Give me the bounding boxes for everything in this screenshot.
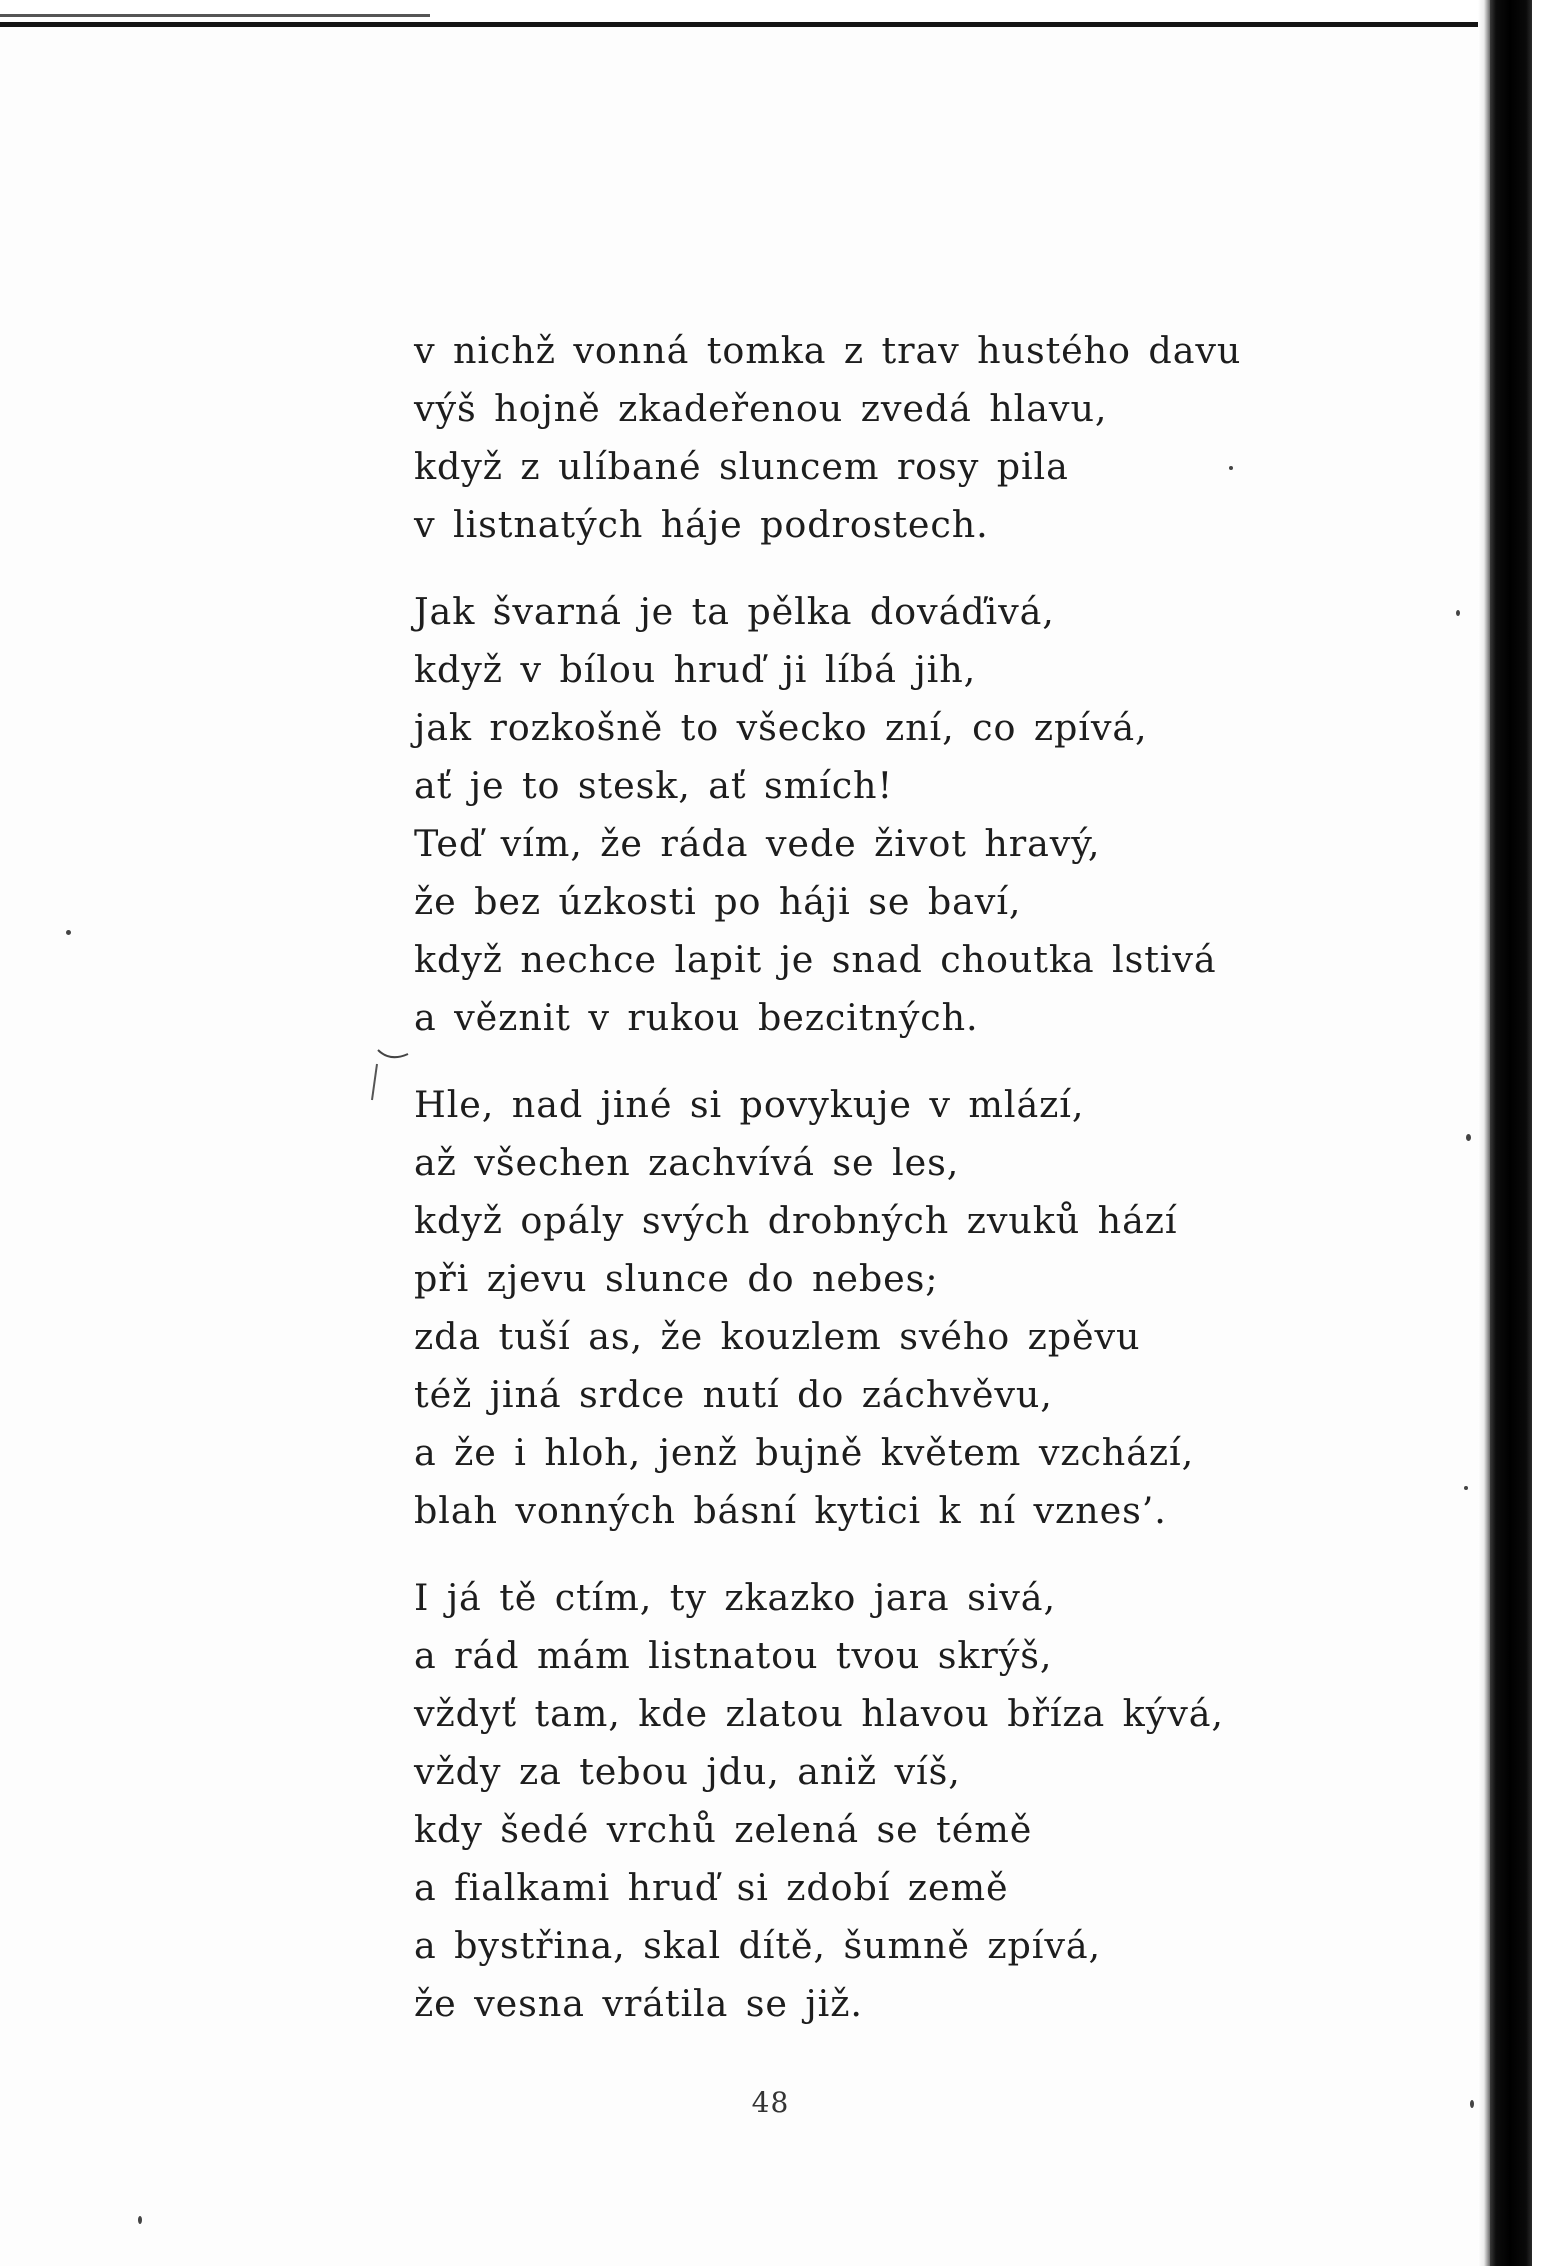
poem-line: kdy šedé vrchů zelená se témě (414, 1808, 1033, 1851)
poem-line: a fialkami hruď si zdobí země (414, 1866, 1009, 1909)
poem-line: a bystřina, skal dítě, šumně zpívá, (414, 1924, 1102, 1967)
poem-line: až všechen zachvívá se les, (414, 1141, 960, 1184)
poem-line: že bez úzkosti po háji se baví, (414, 880, 1022, 923)
poem-line: též jiná srdce nutí do záchvěvu, (414, 1373, 1053, 1416)
poem-line: výš hojně zkadeřenou zvedá hlavu, (414, 387, 1108, 430)
poem-line: I já tě ctím, ty zkazko jara sivá, (414, 1576, 1056, 1619)
poem-line: že vesna vrátila se již. (414, 1982, 863, 2025)
poem-line: když v bílou hruď ji líbá jih, (414, 648, 977, 691)
poem-line: vždy za tebou jdu, aniž víš, (414, 1750, 961, 1793)
stanza (414, 1076, 1294, 1540)
poem-line: jak rozkošně to všecko zní, co zpívá, (414, 706, 1148, 749)
poem-line: Hle, nad jiné si povykuje v mlází, (414, 1083, 1085, 1126)
poem-line: Teď vím, že ráda vede život hravý, (414, 822, 1101, 865)
poem-line: když opály svých drobných zvuků hází (414, 1199, 1178, 1242)
poem-line: vždyť tam, kde zlatou hlavou bříza kývá, (414, 1692, 1224, 1735)
poem-line: zda tuší as, že kouzlem svého zpěvu (414, 1315, 1141, 1358)
poem-line: když z ulíbané sluncem rosy pila (414, 445, 1069, 488)
poem-line: v nichž vonná tomka z trav hustého davu (414, 329, 1242, 372)
poem-line: a rád mám listnatou tvou skrýš, (414, 1634, 1053, 1677)
poem-line: a že i hloh, jenž bujně květem vzchází, (414, 1431, 1195, 1474)
stanza (414, 583, 1294, 1047)
poem-line: Jak švarná je ta pělka dováďivá, (414, 590, 1055, 633)
scan-right-shadow (1478, 0, 1490, 2266)
poem-line: když nechce lapit je snad choutka lstivá (414, 938, 1217, 981)
stanza (414, 1569, 1294, 2033)
stanza (414, 322, 1294, 554)
poem-text (414, 322, 1294, 2062)
poem-line: v listnatých háje podrostech. (414, 503, 989, 546)
poem-line: při zjevu slunce do nebes; (414, 1257, 939, 1300)
poem-line: blah vonných básní kytici k ní vznes’. (414, 1489, 1167, 1532)
poem-line: a věznit v rukou bezcitných. (414, 996, 979, 1039)
poem-line: ať je to stesk, ať smích! (414, 764, 894, 807)
page-number: 48 (751, 2086, 790, 2119)
scan-right-edge (1490, 0, 1532, 2266)
scan-top-edge-shadow (0, 14, 430, 17)
